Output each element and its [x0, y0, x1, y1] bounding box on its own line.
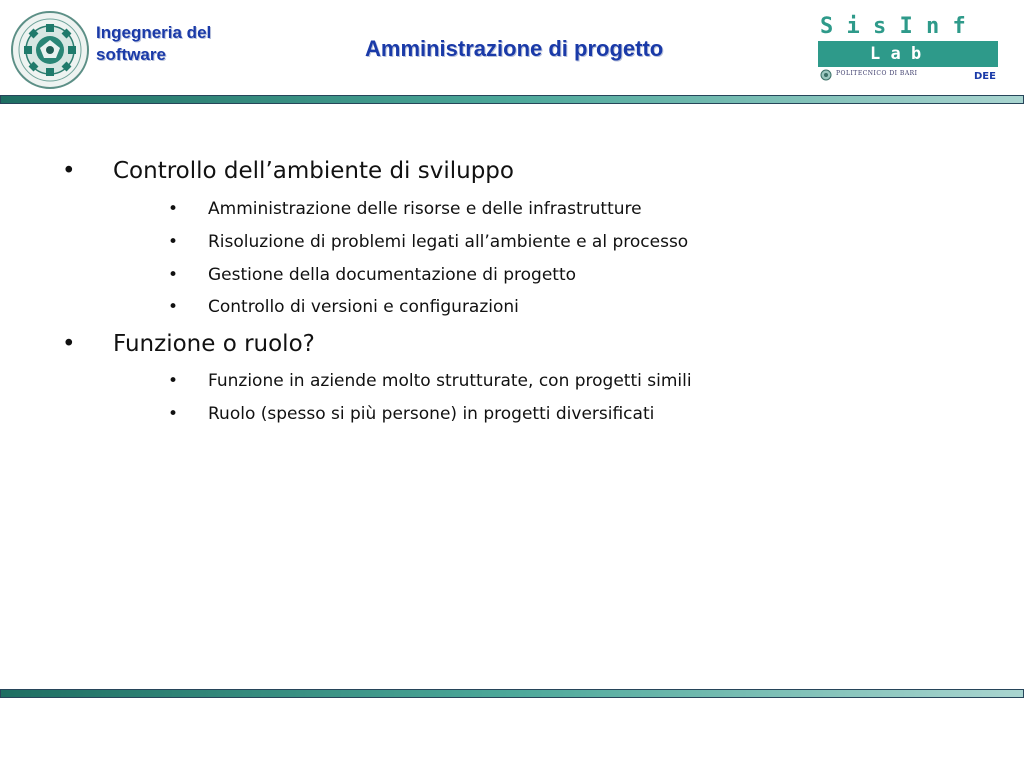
university-seal-icon: [10, 10, 90, 90]
slide-title: Amministrazione di progetto: [365, 36, 664, 61]
bullet-text: Controllo dell’ambiente di sviluppo: [113, 158, 514, 184]
sub-bullet-text: Risoluzione di problemi legati all’ambiente e al processo: [208, 232, 689, 252]
slide-header: [0, 0, 1024, 96]
sub-bullet-text: Funzione in aziende molto strutturate, con progetti simili: [208, 371, 692, 391]
bullet-marker: •: [168, 371, 179, 391]
lab-logo-top-text: S i s I n f: [820, 14, 966, 39]
bullet-marker: •: [62, 331, 76, 357]
bullet-marker: •: [168, 297, 179, 317]
bullet-marker: •: [168, 265, 179, 285]
department-name: DEE: [974, 71, 996, 81]
course-name-line1: Ingegneria del: [96, 23, 212, 42]
department-logo-icon: [974, 69, 998, 81]
course-name-line2: software: [96, 45, 166, 64]
bullet-text: Funzione o ruolo?: [113, 331, 315, 357]
bullet-marker: •: [168, 232, 179, 252]
sub-bullet-text: Ruolo (spesso si più persone) in progetti diversificati: [208, 404, 655, 424]
course-name: [96, 22, 211, 66]
bullet-marker: •: [168, 404, 179, 424]
sub-bullet-text: Gestione della documentazione di progetto: [208, 265, 577, 285]
lab-logo-bar-text: L a b: [870, 44, 922, 64]
bullet-marker: •: [168, 199, 179, 219]
lab-logo-bar: [818, 41, 998, 67]
footer-divider: [0, 689, 1024, 698]
sub-bullet-text: Controllo di versioni e configurazioni: [208, 297, 519, 317]
institution-name: POLITECNICO DI BARI: [836, 70, 918, 77]
bullet-marker: •: [62, 158, 76, 184]
politecnico-seal-icon: [820, 69, 832, 81]
lab-logo-footer: [820, 69, 998, 83]
header-divider: [0, 95, 1024, 104]
sub-bullet-text: Amministrazione delle risorse e delle infrastrutture: [208, 199, 642, 219]
sisinf-lab-logo: [818, 14, 998, 84]
